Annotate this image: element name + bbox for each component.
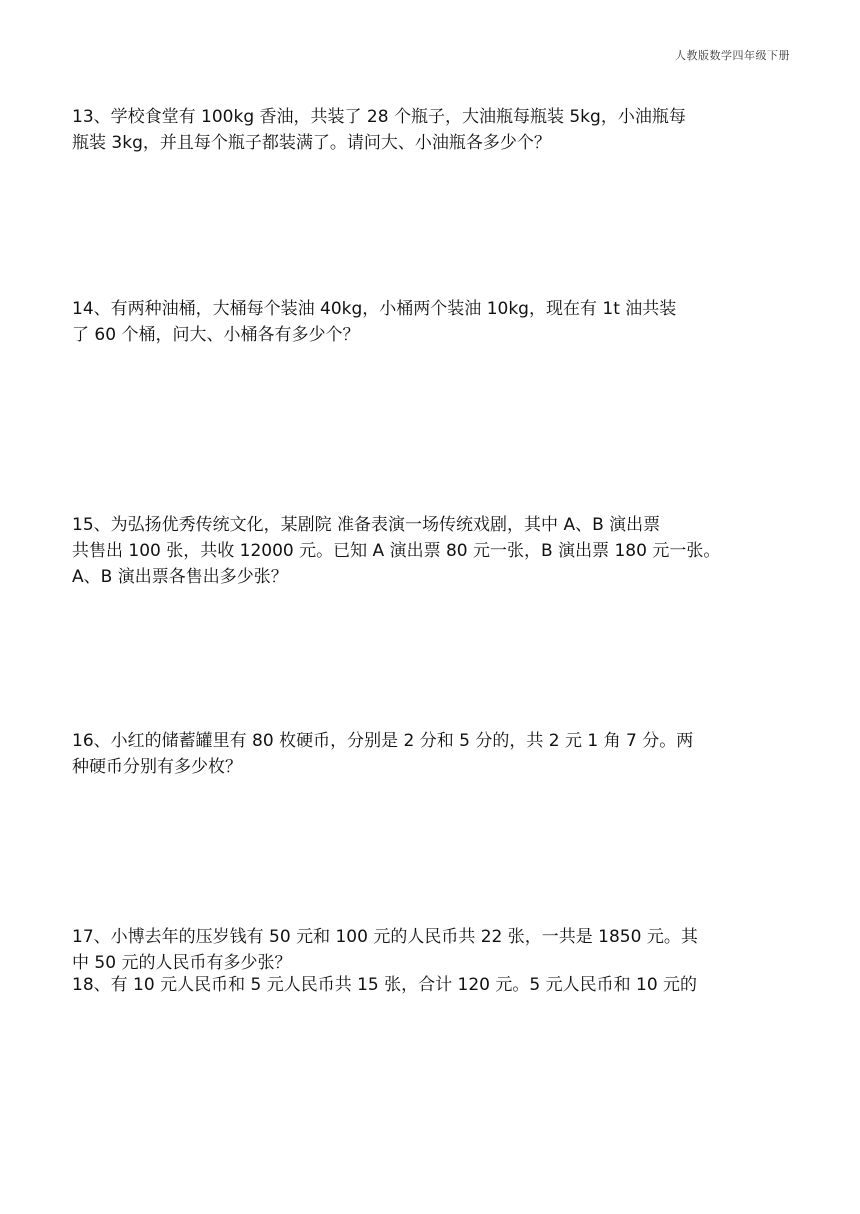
problem-16 <box>72 728 792 780</box>
problem-13-line-1: 13、学校食堂有 100kg 香油，共装了 28 个瓶子，大油瓶每瓶装 5kg，小油瓶每 <box>72 107 686 127</box>
problem-14 <box>72 296 792 348</box>
problem-14-line-2: 了 60 个桶，问大、小桶各有多少个？ <box>72 325 360 345</box>
problem-13 <box>72 104 792 156</box>
problem-14-line-1: 14、有两种油桶，大桶每个装油 40kg，小桶两个装油 10kg，现在有 1t 油共装 <box>72 299 677 319</box>
problem-15 <box>72 512 792 590</box>
problem-18 <box>72 972 792 998</box>
problem-17-line-2: 中 50 元的人民币有多少张？ <box>72 953 292 973</box>
problem-15-line-1: 15、为弘扬优秀传统文化，某剧院 准备表演一场传统戏剧，其中 A、B 演出票 <box>72 515 661 535</box>
problem-17-line-1: 17、小博去年的压岁钱有 50 元和 100 元的人民币共 22 张，一共是 1850 元。其 <box>72 927 698 947</box>
problem-16-line-1: 16、小红的储蓄罐里有 80 枚硬币，分别是 2 分和 5 分的，共 2 元 1 角 7 分。两 <box>72 731 694 751</box>
problem-17 <box>72 924 792 976</box>
problem-18-line-1: 18、有 10 元人民币和 5 元人民币共 15 张，合计 120 元。5 元人民币和 10 元的 <box>72 975 698 995</box>
page-header: 人教版数学四年级下册 <box>675 49 790 62</box>
problem-15-line-3: A、B 演出票各售出多少张？ <box>72 567 288 587</box>
problem-16-line-2: 种硬币分别有多少枚？ <box>72 757 242 777</box>
problem-15-line-2: 共售出 100 张，共收 12000 元。已知 A 演出票 80 元一张，B 演出票 180 元一张。 <box>72 541 721 561</box>
problem-13-line-2: 瓶装 3kg，并且每个瓶子都装满了。请问大、小油瓶各多少个？ <box>72 133 551 153</box>
